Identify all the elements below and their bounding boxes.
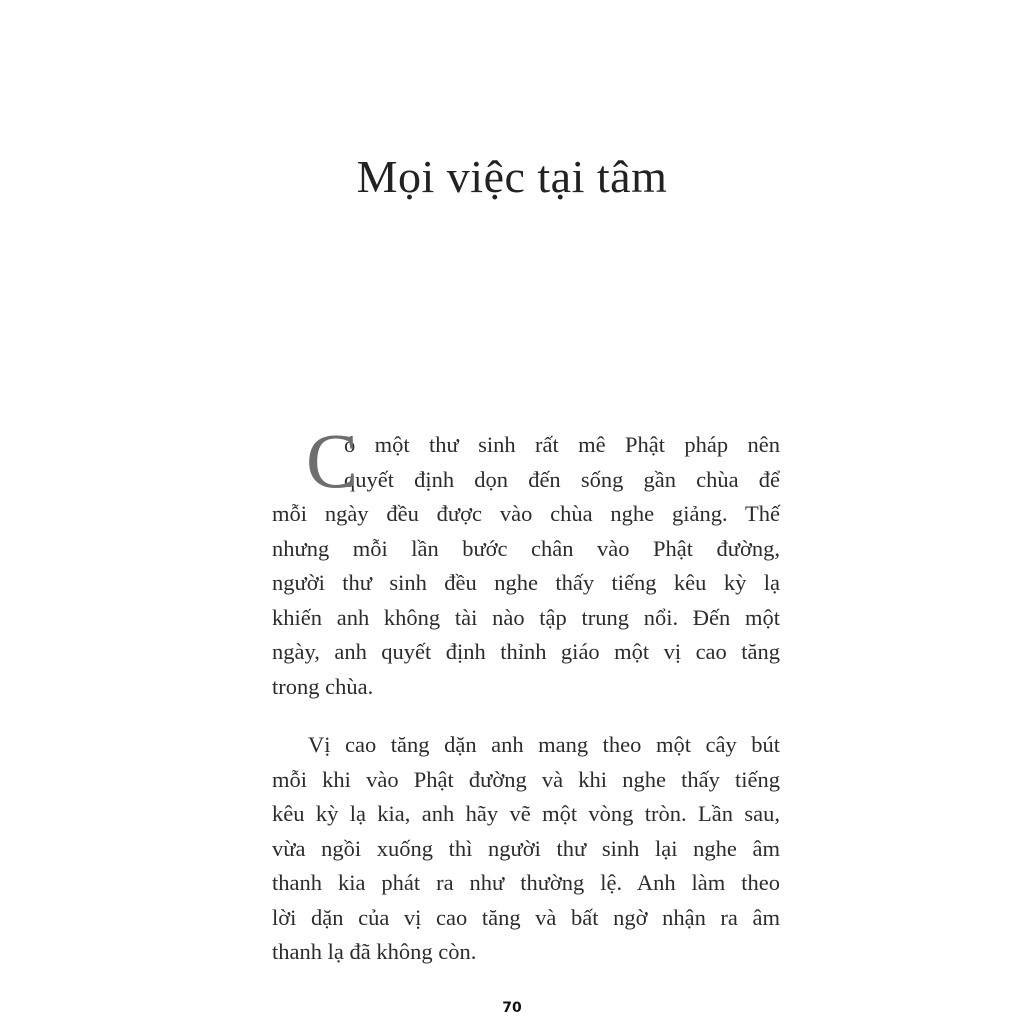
page-number: 70 [502, 1000, 522, 1016]
paragraph-line: ó một thư sinh rất mê Phật pháp nên [344, 432, 780, 457]
paragraph-line: thanh lạ đã không còn. [272, 939, 477, 964]
paragraph-line: Vị cao tăng dặn anh mang theo một cây bút [308, 732, 780, 757]
paragraph-line: nhưng mỗi lần bước chân vào Phật đường, [272, 535, 780, 561]
chapter-title: Mọi việc tại tâm [356, 151, 668, 202]
drop-cap: C [306, 417, 359, 504]
paragraph-line: mỗi khi vào Phật đường và khi nghe thấy tiếng [272, 766, 780, 792]
paragraph-line: kêu kỳ lạ kia, anh hãy vẽ một vòng tròn. Lần sau, [272, 801, 780, 826]
body-text [272, 417, 780, 970]
paragraph-line: ngày, anh quyết định thỉnh giáo một vị cao tăng [272, 639, 780, 664]
paragraph-line: vừa ngồi xuống thì người thư sinh lại nghe âm [272, 835, 780, 861]
paragraph-line: lời dặn của vị cao tăng và bất ngờ nhận ra âm [272, 904, 780, 930]
paragraph-line: quyết định dọn đến sống gần chùa để [344, 466, 780, 492]
paragraph-line: trong chùa. [272, 673, 374, 699]
paragraph-1 [272, 417, 780, 704]
paragraph-line: người thư sinh đều nghe thấy tiếng kêu kỳ lạ [272, 570, 780, 595]
paragraph-2 [272, 728, 780, 970]
paragraph-line: khiến anh không tài nào tập trung nổi. Đến một [272, 604, 780, 630]
paragraph-line: mỗi ngày đều được vào chùa nghe giảng. Thế [272, 501, 780, 526]
paragraph-line: thanh kia phát ra như thường lệ. Anh làm theo [272, 870, 780, 895]
